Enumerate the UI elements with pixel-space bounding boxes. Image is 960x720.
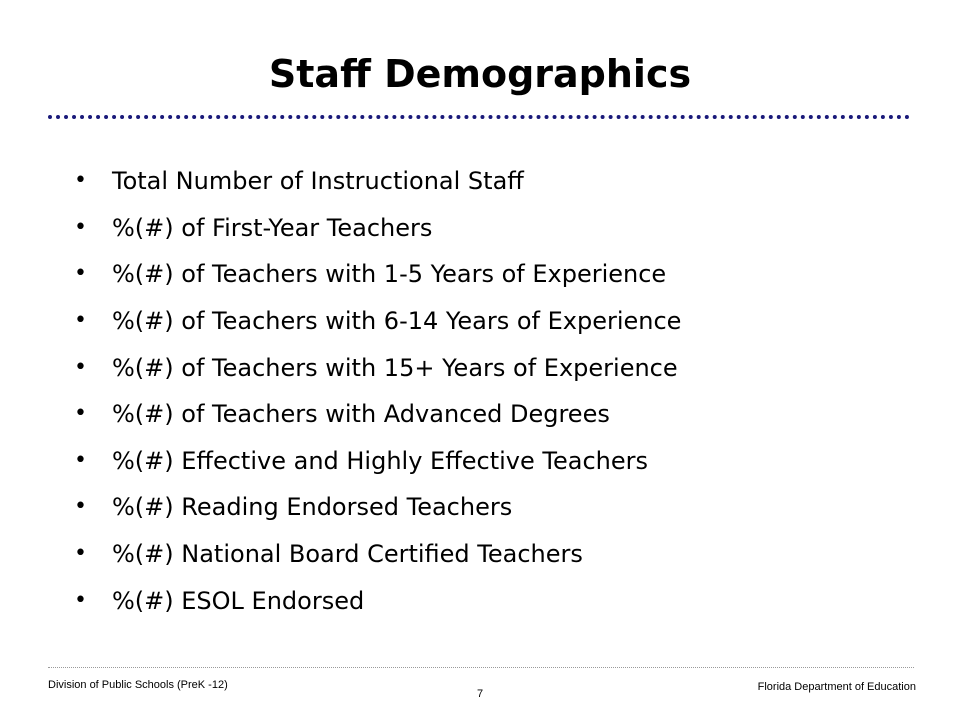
page-number: 7 <box>476 688 484 700</box>
bullet-icon: • <box>74 168 87 194</box>
bullet-icon: • <box>74 308 87 334</box>
bullet-text: %(#) of Teachers with 15+ Years of Experience <box>112 353 678 382</box>
bullet-list <box>72 158 932 624</box>
bullet-text: %(#) Effective and Highly Effective Teachers <box>112 446 648 475</box>
bullet-item <box>72 344 932 391</box>
bullet-item <box>72 438 932 485</box>
footer-divider <box>48 667 914 668</box>
bullet-text: %(#) of First-Year Teachers <box>112 213 433 242</box>
bullet-icon: • <box>74 447 87 473</box>
footer-department-label: Florida Department of Education <box>757 681 916 693</box>
bullet-text: %(#) of Teachers with 6-14 Years of Experience <box>112 307 682 336</box>
title-divider <box>48 115 910 119</box>
bullet-text: %(#) of Teachers with 1-5 Years of Experience <box>112 260 667 289</box>
bullet-item <box>72 251 932 298</box>
bullet-item <box>72 484 932 531</box>
bullet-icon: • <box>74 541 87 567</box>
bullet-icon: • <box>74 354 87 380</box>
bullet-text: %(#) National Board Certified Teachers <box>112 540 583 569</box>
bullet-icon: • <box>74 261 87 287</box>
bullet-text: %(#) of Teachers with Advanced Degrees <box>112 400 610 429</box>
bullet-text: %(#) Reading Endorsed Teachers <box>112 493 513 522</box>
bullet-item <box>72 205 932 252</box>
bullet-item <box>72 577 932 624</box>
bullet-item <box>72 391 932 438</box>
bullet-icon: • <box>74 401 87 427</box>
bullet-text: %(#) ESOL Endorsed <box>112 586 365 615</box>
bullet-icon: • <box>74 587 87 613</box>
bullet-icon: • <box>74 494 87 520</box>
bullet-icon: • <box>74 214 87 240</box>
bullet-text: Total Number of Instructional Staff <box>112 167 524 196</box>
bullet-item <box>72 158 932 205</box>
slide-title: Staff Demographics <box>268 52 692 96</box>
footer-division-label: Division of Public Schools (PreK -12) <box>48 679 228 691</box>
bullet-item <box>72 298 932 345</box>
bullet-item <box>72 531 932 578</box>
